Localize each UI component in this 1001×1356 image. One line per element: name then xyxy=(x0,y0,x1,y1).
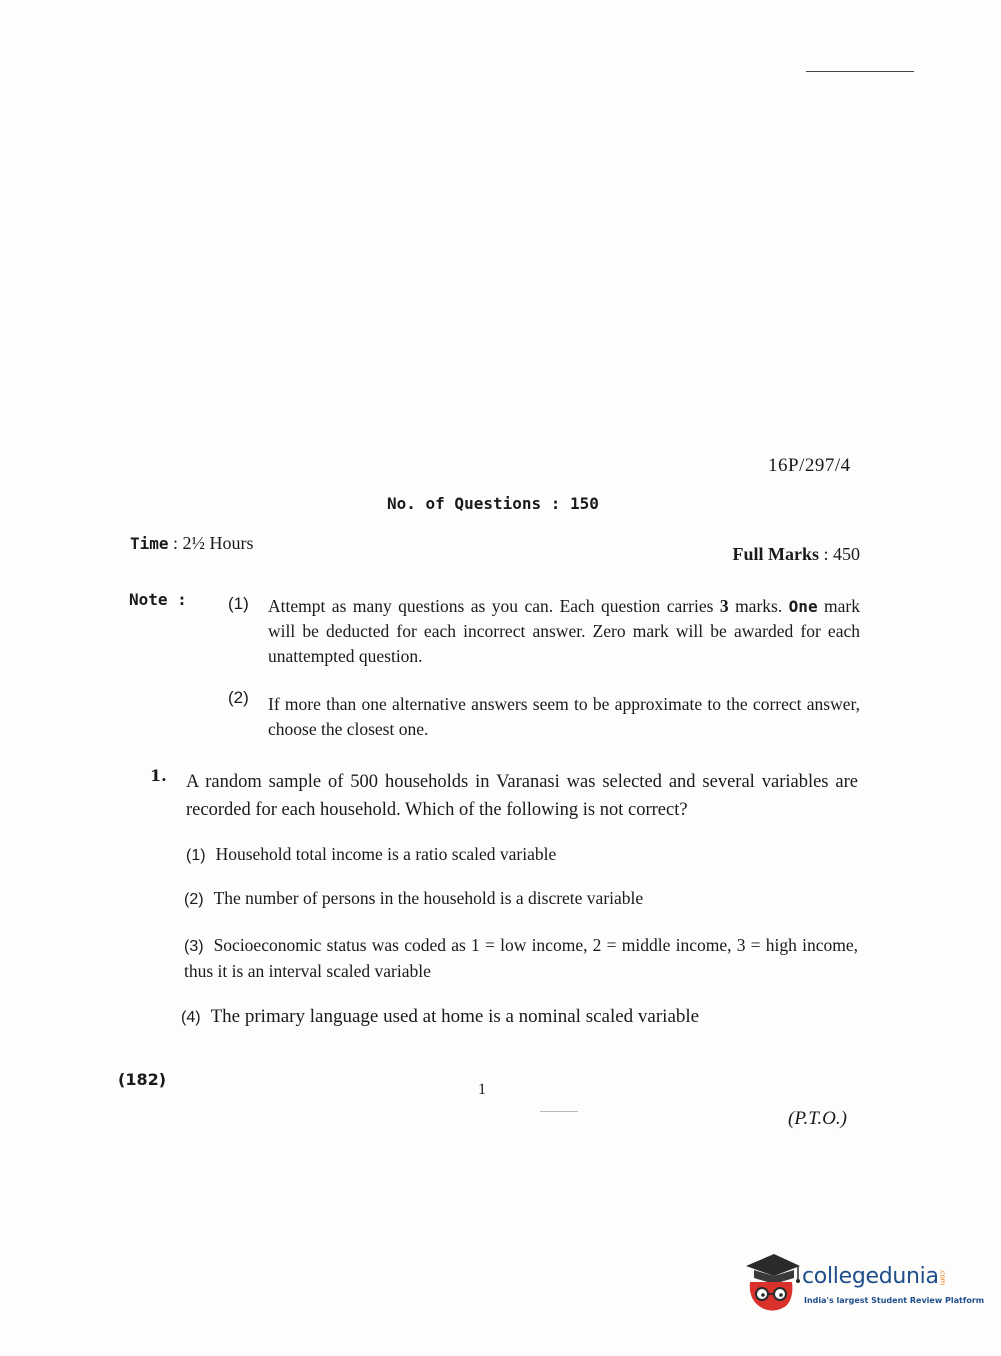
option-3-number: (3) xyxy=(184,938,204,955)
question-text: A random sample of 500 households in Varanasi was selected and several variables are recorded for each household. Which of the following is not correct? xyxy=(186,772,858,820)
option-3-text: Socioeconomic status was coded as 1 = low income, 2 = middle income, 3 = high income, thus it is an interval scaled variable xyxy=(184,935,858,981)
page-number: 1 xyxy=(478,1081,486,1098)
time-allowed xyxy=(130,533,254,554)
note-1-text-b: marks. xyxy=(728,596,789,616)
booklet-code: (182) xyxy=(118,1070,167,1089)
note-1-text-a: Attempt as many questions as you can. Each question carries xyxy=(268,596,720,616)
time-value: : 2½ Hours xyxy=(173,533,254,553)
note-1-bold-one: One xyxy=(788,597,818,616)
collegedunia-watermark xyxy=(740,1248,985,1320)
note-1-number: (1) xyxy=(228,594,249,613)
note-2-text: If more than one alternative answers seem to be approximate to the correct answer, choose the closest one. xyxy=(268,694,860,739)
option-2 xyxy=(184,886,643,912)
option-4-number: (4) xyxy=(181,1009,201,1026)
no-of-questions xyxy=(387,494,599,513)
option-4-text: The primary language used at home is a nominal scaled variable xyxy=(210,1006,700,1027)
note-1-bold-marks: 3 xyxy=(719,596,729,616)
option-1 xyxy=(186,842,556,868)
full-marks xyxy=(732,544,860,565)
collegedunia-tagline: India's largest Student Review Platform xyxy=(804,1296,985,1305)
option-1-text: Household total income is a ratio scaled variable xyxy=(215,844,557,864)
collegedunia-mascot-icon xyxy=(740,1248,802,1320)
option-2-text: The number of persons in the household is a discrete variable xyxy=(213,888,644,908)
brand-suffix: .com xyxy=(938,1269,947,1285)
collegedunia-wordmark xyxy=(802,1264,947,1289)
no-of-questions-label: No. of Questions : xyxy=(387,494,561,513)
note-label: Note : xyxy=(129,590,187,609)
paper-code: 16P/297/4 xyxy=(768,455,851,476)
top-rule xyxy=(806,71,914,72)
no-of-questions-value: 150 xyxy=(570,494,599,513)
question-number: 1. xyxy=(150,766,167,785)
option-2-number: (2) xyxy=(184,891,204,908)
note-2-number: (2) xyxy=(228,688,249,707)
time-label: Time xyxy=(130,534,169,553)
full-marks-label: Full Marks xyxy=(732,544,819,564)
option-3 xyxy=(184,933,858,984)
pto-label: (P.T.O.) xyxy=(788,1108,847,1129)
full-marks-value: : 450 xyxy=(823,544,860,564)
brand-name: collegedunia xyxy=(802,1264,939,1289)
option-4 xyxy=(181,1004,699,1030)
note-1-text-c: mark will be deducted for each incorrect answer. Zero mark will be awarded for each unattempted question. xyxy=(268,596,860,666)
footer-rule xyxy=(540,1111,578,1112)
note-1-text xyxy=(268,594,860,669)
option-1-number: (1) xyxy=(186,847,206,864)
